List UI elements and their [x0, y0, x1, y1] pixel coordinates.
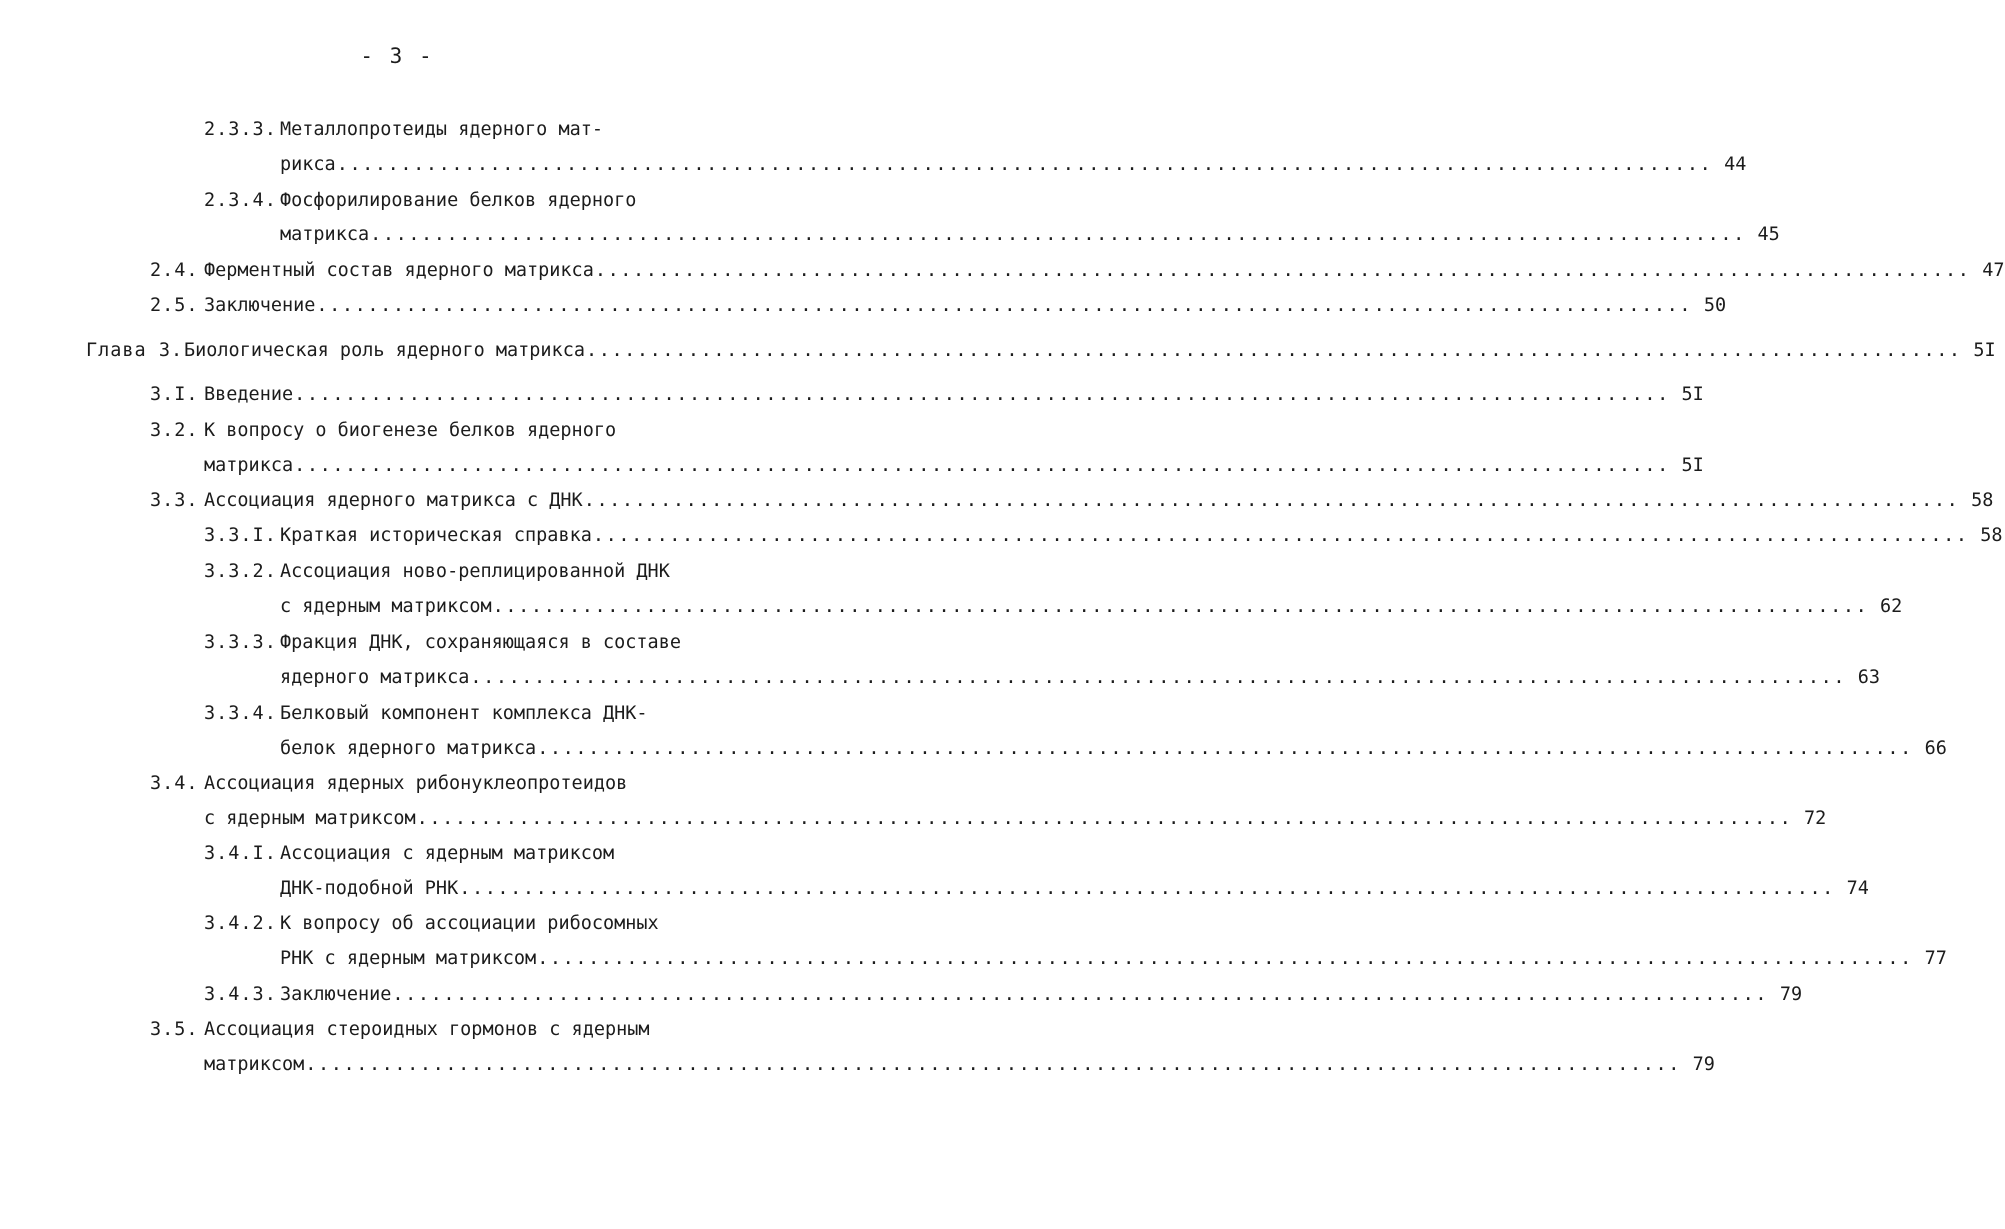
- dot-leader: ............................................................................................................: [592, 525, 1969, 546]
- entry-number: 2.3.3.: [204, 119, 277, 140]
- entry-page: 79: [1692, 1054, 1715, 1075]
- dot-leader: ............................................................................................................: [594, 260, 1971, 281]
- toc-entry-3-3-2[interactable]: [204, 558, 670, 586]
- dot-leader: ............................................................................................................: [336, 154, 1713, 175]
- dot-leader: ............................................................................................................: [583, 490, 1960, 511]
- chapter-number: Глава 3.: [86, 340, 184, 361]
- entry-number: 3.4.3.: [204, 984, 277, 1005]
- entry-page: 66: [1924, 738, 1947, 759]
- toc-entry-3-3-3-cont[interactable]: [280, 664, 1881, 692]
- dot-leader: ............................................................................................................: [370, 224, 1746, 245]
- entry-page: 44: [1724, 154, 1747, 175]
- dot-leader: ............................................................................................................: [316, 295, 1693, 316]
- entry-title-cont: матрикса: [280, 224, 370, 245]
- dot-leader: ............................................................................................................: [294, 384, 1670, 405]
- entry-page: 5I: [1681, 455, 1704, 476]
- toc-entry-2-3-4-cont[interactable]: [280, 221, 1780, 249]
- dot-leader: ............................................................................................................: [416, 808, 1793, 829]
- entry-number: 3.3.I.: [204, 525, 277, 546]
- entry-number: 2.4.: [150, 260, 199, 281]
- entry-page: 77: [1924, 948, 1947, 969]
- entry-title: Заключение: [204, 295, 316, 316]
- toc-entry-3-4-3[interactable]: [204, 981, 1803, 1009]
- entry-title: Ассоциация ново-реплицированной ДНК: [280, 561, 670, 582]
- entry-title: Введение: [204, 384, 294, 405]
- toc-entry-3-4-2[interactable]: [204, 910, 659, 938]
- toc-entry-3-5-cont[interactable]: [204, 1051, 1715, 1079]
- entry-page: 62: [1880, 596, 1903, 617]
- entry-number: 3.3.: [150, 490, 199, 511]
- toc-entry-3-3-3[interactable]: [204, 629, 681, 657]
- entry-title-cont: ядерного матрикса: [280, 667, 470, 688]
- entry-title-cont: матрикса: [204, 455, 294, 476]
- chapter-title: Биологическая роль ядерного матрикса: [184, 340, 585, 361]
- entry-page: 47: [1982, 260, 2005, 281]
- entry-title: К вопросу о биогенезе белков ядерного: [204, 420, 617, 441]
- entry-page: 45: [1757, 224, 1780, 245]
- toc-entry-3-3[interactable]: [150, 487, 1994, 515]
- entry-title-cont: с ядерным матриксом: [204, 808, 416, 829]
- entry-number: 3.2.: [150, 420, 199, 441]
- toc-entry-3-4[interactable]: [150, 770, 627, 798]
- entry-title-cont: рикса: [280, 154, 336, 175]
- entry-page: 63: [1857, 667, 1881, 688]
- toc-entry-3-4-1-cont[interactable]: [280, 875, 1869, 903]
- toc-entry-2-3-4[interactable]: [204, 187, 636, 215]
- entry-page: 5I: [1973, 340, 1996, 361]
- dot-leader: ............................................................................................................: [492, 596, 1869, 617]
- entry-number: 3.4.I.: [204, 843, 277, 864]
- entry-number: 3.4.2.: [204, 913, 277, 934]
- entry-number: 2.3.4.: [204, 190, 277, 211]
- entry-title-cont: ДНК-подобной РНК: [280, 878, 459, 899]
- toc-entry-3-3-4[interactable]: [204, 700, 648, 728]
- toc-entry-2-3-3-cont[interactable]: [280, 151, 1747, 179]
- dot-leader: ............................................................................................................: [537, 948, 1913, 969]
- toc-entry-2-4[interactable]: [150, 257, 2005, 285]
- entry-title: Фракция ДНК, сохраняющаяся в составе: [280, 632, 681, 653]
- entry-number: 3.5.: [150, 1019, 199, 1040]
- entry-number: 3.3.3.: [204, 632, 277, 653]
- entry-page: 5I: [1681, 384, 1704, 405]
- entry-page: 50: [1703, 295, 1727, 316]
- entry-title: К вопросу об ассоциации рибосомных: [280, 913, 659, 934]
- dot-leader: ............................................................................................................: [294, 455, 1670, 476]
- entry-title: Заключение: [280, 984, 392, 1005]
- toc-entry-3-4-1[interactable]: [204, 840, 614, 868]
- toc-entry-2-3-3[interactable]: [204, 116, 603, 144]
- entry-title: Ассоциация ядерного матрикса с ДНК: [204, 490, 583, 511]
- entry-number: 3.4.: [150, 773, 199, 794]
- entry-number: 3.3.2.: [204, 561, 277, 582]
- dot-leader: ............................................................................................................: [305, 1054, 1681, 1075]
- toc-entry-3-4-2-cont[interactable]: [280, 945, 1947, 973]
- entry-title: Ассоциация с ядерным матриксом: [280, 843, 615, 864]
- entry-title: Ассоциация ядерных рибонуклеопротеидов: [204, 773, 628, 794]
- toc-chapter-3[interactable]: [86, 337, 1996, 365]
- toc-entry-3-3-4-cont[interactable]: [280, 735, 1947, 763]
- entry-page: 74: [1846, 878, 1869, 899]
- page-number: - 3 -: [360, 44, 434, 68]
- entry-number: 2.5.: [150, 295, 199, 316]
- entry-page: 72: [1804, 808, 1827, 829]
- entry-title-cont: РНК с ядерным матриксом: [280, 948, 537, 969]
- entry-number: 3.3.4.: [204, 703, 277, 724]
- toc-entry-3-5[interactable]: [150, 1016, 650, 1044]
- entry-page: 58: [1971, 490, 1994, 511]
- entry-title: Металлопротеиды ядерного мат-: [280, 119, 604, 140]
- dot-leader: ............................................................................................................: [537, 738, 1913, 759]
- toc-entry-3-2[interactable]: [150, 417, 616, 445]
- toc-entry-2-5[interactable]: [150, 292, 1727, 320]
- toc-entry-3-3-2-cont[interactable]: [280, 593, 1903, 621]
- toc-entry-3-3-1[interactable]: [204, 522, 2003, 550]
- toc-entry-3-1[interactable]: [150, 381, 1704, 409]
- dot-leader: ............................................................................................................: [459, 878, 1835, 899]
- dot-leader: ............................................................................................................: [392, 984, 1769, 1005]
- dot-leader: ............................................................................................................: [585, 340, 1962, 361]
- dot-leader: ............................................................................................................: [470, 667, 1847, 688]
- entry-title-cont: с ядерным матриксом: [280, 596, 492, 617]
- entry-page: 79: [1779, 984, 1803, 1005]
- entry-title-cont: белок ядерного матрикса: [280, 738, 537, 759]
- entry-title: Фосфорилирование белков ядерного: [280, 190, 637, 211]
- entry-title: Ассоциация стероидных гормонов с ядерным: [204, 1019, 650, 1040]
- toc-entry-3-4-cont[interactable]: [204, 805, 1827, 833]
- entry-number: 3.I.: [150, 384, 199, 405]
- entry-title-cont: матриксом: [204, 1054, 305, 1075]
- toc-entry-3-2-cont[interactable]: [204, 452, 1704, 480]
- entry-page: 58: [1980, 525, 2003, 546]
- entry-title: Белковый компонент комплекса ДНК-: [280, 703, 648, 724]
- entry-title: Краткая историческая справка: [280, 525, 592, 546]
- entry-title: Ферментный состав ядерного матрикса: [204, 260, 594, 281]
